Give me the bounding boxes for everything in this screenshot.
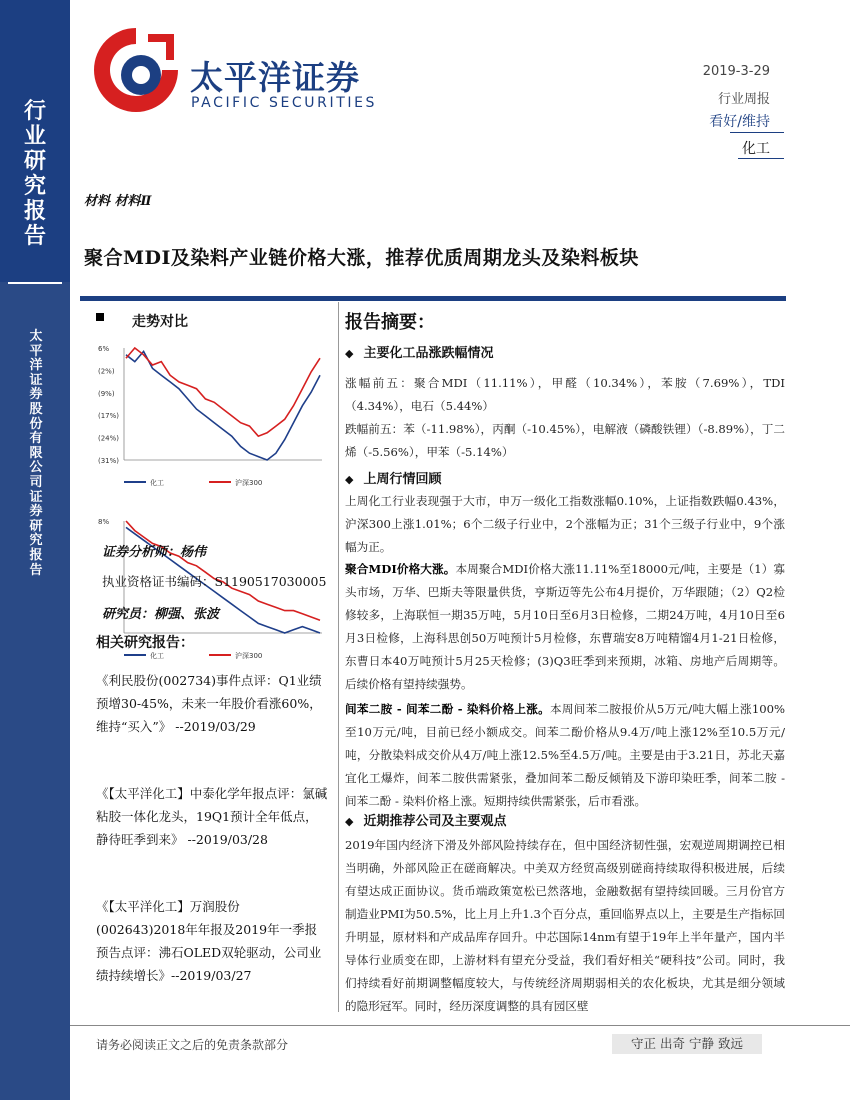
legend-label: 沪深300 [235, 652, 263, 660]
legend-label: 沪深300 [235, 479, 263, 487]
rating: 看好/维持 [709, 114, 770, 130]
sidebar-title [14, 100, 56, 250]
sidebar-company-char: 证 [29, 489, 43, 505]
sidebar-company-char: 份 [29, 416, 43, 432]
analyst: 证券分析师：杨伟 [102, 545, 207, 560]
sidebar-company-char: 平 [29, 343, 43, 359]
diamond-icon: ◆ [345, 347, 354, 360]
title-rule [80, 296, 786, 301]
sidebar-company-char: 券 [29, 387, 43, 403]
sidebar-title-char: 行 [23, 98, 46, 124]
sidebar-company-char: 有 [29, 431, 43, 447]
section-heading: ◆ 上周行情回顾 [345, 472, 442, 487]
logo-text-en: PACIFIC SECURITIES [191, 95, 378, 111]
losers-text: 跌幅前五：苯（-11.98%），丙酮（-10.45%），电解液（磷酸铁锂）（-8.89%），丁二烯（-5.56%），甲苯（-5.14%） [345, 422, 785, 459]
sector-underline [738, 158, 784, 159]
diamond-icon: ◆ [345, 815, 354, 828]
footer-motto: 守正 出奇 宁静 致远 [612, 1034, 762, 1054]
sidebar-title-char: 研 [23, 148, 46, 174]
sidebar-divider [8, 282, 62, 284]
aniline-lead: 间苯二胺 - 间苯二酚 - 染料价格上涨。 [345, 702, 551, 716]
legend-label: 化工 [150, 479, 164, 487]
series-line-1 [126, 348, 320, 436]
legend-label: 化工 [150, 652, 164, 660]
footer-disclaimer: 请务必阅读正文之后的免责条款部分 [96, 1038, 289, 1052]
page-title: 聚合MDI及染料产业链价格大涨，推荐优质周期龙头及染料板块 [84, 247, 639, 269]
mdi-text: 聚合MDI价格大涨。本周聚合MDI价格大涨11.11%至18000元/吨，主要是（1）寡头市场，万华、巴斯夫等限量供货，亨斯迈等先公布4月提价，万华跟随；（2）Q2检修较多，上海联恒一期35万吨，5月10日至6月3日检修，二期24万吨，4月10日至6月3日检修，上海科思创50万吨预计5月检修，东曹瑞安8万吨精馏4月1-21日检修，东曹日本40万吨预计5月25天检修；(3)Q3旺季到来预期，冰箱、房地产后周期等。后续价格有望持续强势。 [345, 562, 786, 691]
y-tick-label: (17%) [98, 412, 120, 421]
sidebar-company-char: 究 [29, 533, 43, 549]
square-bullet-icon [96, 313, 104, 321]
section-heading: ◆ 主要化工品涨跌幅情况 [345, 346, 494, 361]
y-tick-label: 8% [98, 518, 110, 526]
aniline-text: 间苯二胺 - 间苯二酚 - 染料价格上涨。本周间苯二胺报价从5万元/吨大幅上涨100%至10万元/吨，目前已经小额成交。间苯二酚价格从9.4万/吨上涨12%至10.5万元/吨，分散染料成交价从4万/吨上涨12.5%至4.5万/吨。主要是由于3.21日，苏北天嘉宜化工爆炸，间苯二胺供需紧张，叠加间苯二酚反倾销及下游印染旺季，间苯二胺 - 间苯二酚 - 染料价格上涨。短期持续供需紧张，后市看涨。 [345, 702, 785, 808]
section-heading: ◆ 近期推荐公司及主要观点 [345, 814, 507, 829]
sidebar-company-char: 券 [29, 504, 43, 520]
sidebar-company-char: 研 [29, 518, 43, 534]
sidebar-title-char: 究 [23, 173, 46, 199]
related-title: 相关研究报告： [96, 635, 194, 651]
diamond-icon: ◆ [345, 473, 354, 486]
researchers: 研究员：柳强、张波 [102, 607, 220, 622]
y-tick-label: 6% [98, 345, 110, 353]
report-type: 行业周报 [717, 92, 770, 107]
sidebar-company-char: 告 [29, 562, 43, 578]
footer-rule [70, 1025, 850, 1026]
y-tick-label: (9%) [98, 389, 115, 398]
rating-underline [730, 132, 784, 133]
sidebar-company-char: 洋 [29, 358, 43, 374]
report-date: 2019-3-29 [702, 64, 770, 79]
y-tick-label: (2%) [98, 367, 115, 376]
column-divider [338, 302, 339, 1012]
sidebar-title-char: 业 [23, 123, 46, 149]
series-line-0 [126, 351, 320, 460]
related-report[interactable]: 《利民股份(002734)事件点评：Q1业绩预增30-45%，未来一年股价看涨60%，维持“买入”》 --2019/03/29 [96, 673, 322, 734]
related-report[interactable]: 《【太平洋化工】万润股份(002643)2018年年报及2019年一季报预告点评：沸石OLED双轮驱动，公司业绩持续增长》--2019/03/27 [96, 899, 322, 983]
sidebar-company-char: 限 [29, 445, 43, 461]
trend-chart-1 [96, 342, 326, 492]
industry-label: 材料 材料Ⅱ [84, 194, 152, 209]
sidebar-company-char: 公 [29, 460, 43, 476]
logo-text-cn: 太平洋证券 [190, 58, 360, 97]
logo-icon [86, 20, 186, 120]
outlook-text: 2019年国内经济下滑及外部风险持续存在，但中国经济韧性强，宏观逆周期调控已相当明确，外部风险正在磋商解决。中美双方经贸高级别磋商持续取得积极进展，后续有望达成正面协议。货币端政策宽松已然落地，金融数据有望持续回暖。三月份官方制造业PMI为50.5%，比上月上升1.3个百分点，重回临界点以上，主要是生产指标回升明显，原材料和产成品库存回升。中芯国际14nm有望于19年上半年量产，国内半导体行业质变在即，上游材料有望充分受益，我们看好相关“硬科技”公司。同时，我们持续看好前期调整幅度较大，与传统经济周期弱相关的农化板块，尤其是细分领域的隐形冠军。同时，经历深度调整的具有园区壁 [345, 838, 785, 1013]
review-text: 上周化工行业表现强于大市，申万一级化工指数涨幅0.10%，上证指数跌幅0.43%，沪深300上涨1.01%；6个二级子行业中，2个涨幅为正；31个三级子行业中，9个涨幅为正。 [345, 494, 785, 554]
mdi-lead: 聚合MDI价格大涨。 [345, 562, 456, 576]
related-report[interactable]: 《【太平洋化工】中泰化学年报点评：氯碱粘胶一体化龙头，19Q1预计全年低点，静待旺季到来》 --2019/03/28 [96, 786, 328, 847]
gainers-text: 涨幅前五：聚合MDI（11.11%），甲醛（10.34%），苯胺（7.69%），TDI（4.34%），电石（5.44%） [345, 376, 785, 413]
y-tick-label: (31%) [98, 457, 120, 465]
summary-title: 报告摘要： [345, 312, 435, 333]
sidebar-company-char: 证 [29, 372, 43, 388]
trend-title: 走势对比 [132, 314, 188, 330]
y-tick-label: (24%) [98, 434, 120, 443]
sector: 化工 [742, 141, 770, 157]
sidebar-company-char: 报 [29, 547, 43, 563]
sidebar-company-char: 股 [29, 401, 43, 417]
sidebar-company [25, 330, 47, 578]
license-number: 执业资格证书编码：S1190517030005 [102, 574, 327, 589]
sidebar-company-char: 司 [29, 474, 43, 490]
sidebar-title-char: 告 [23, 223, 46, 249]
sidebar-title-char: 报 [23, 198, 46, 224]
sidebar-company-char: 太 [29, 329, 43, 344]
